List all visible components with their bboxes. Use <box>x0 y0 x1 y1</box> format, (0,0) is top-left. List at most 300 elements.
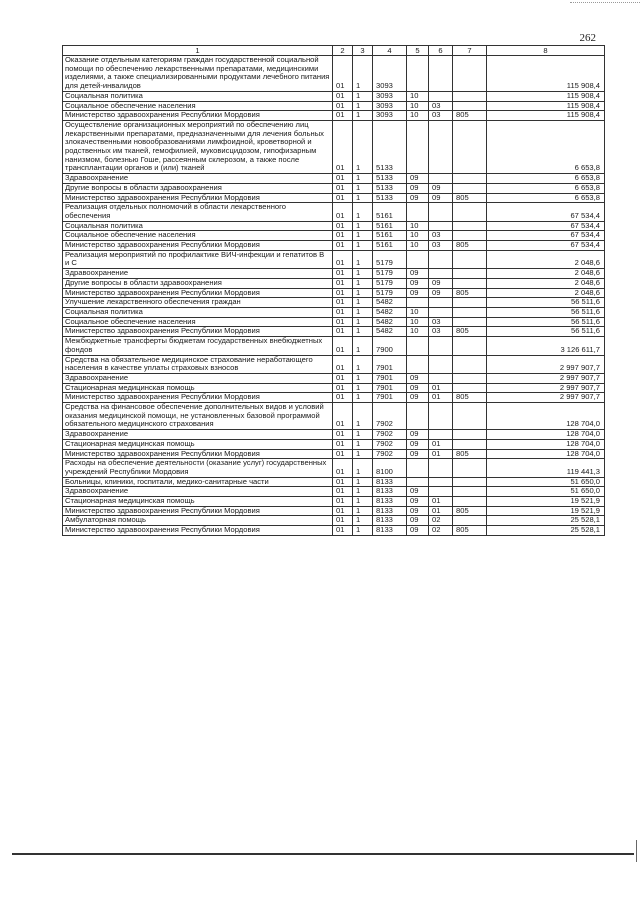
row-code-5: 10 <box>407 317 429 327</box>
row-code-3: 1 <box>353 393 373 403</box>
row-code-4: 8133 <box>373 516 407 526</box>
row-code-6 <box>429 477 453 487</box>
table-row <box>63 393 605 403</box>
row-amount: 2 997 907,7 <box>487 393 605 403</box>
row-code-6: 02 <box>429 516 453 526</box>
row-code-2: 01 <box>333 183 353 193</box>
row-code-4: 3093 <box>373 111 407 121</box>
row-code-6: 03 <box>429 327 453 337</box>
table-row <box>63 288 605 298</box>
row-amount: 51 650,0 <box>487 477 605 487</box>
row-code-5: 09 <box>407 383 429 393</box>
row-amount: 56 511,6 <box>487 307 605 317</box>
row-code-6 <box>429 174 453 184</box>
row-code-4: 7901 <box>373 393 407 403</box>
row-name: Другие вопросы в области здравоохранения <box>63 183 333 193</box>
row-code-7: 805 <box>453 327 487 337</box>
row-code-3: 1 <box>353 231 373 241</box>
row-code-5 <box>407 355 429 373</box>
row-amount: 128 704,0 <box>487 430 605 440</box>
row-code-7: 805 <box>453 241 487 251</box>
row-code-6 <box>429 355 453 373</box>
row-amount: 56 511,6 <box>487 327 605 337</box>
row-code-5: 09 <box>407 288 429 298</box>
header-col-3: 3 <box>353 46 373 56</box>
table-row <box>63 337 605 355</box>
row-code-3: 1 <box>353 449 373 459</box>
row-code-4: 5179 <box>373 269 407 279</box>
table-row <box>63 516 605 526</box>
table-row <box>63 231 605 241</box>
header-col-8: 8 <box>487 46 605 56</box>
table-row <box>63 221 605 231</box>
row-code-3: 1 <box>353 111 373 121</box>
row-amount: 2 997 907,7 <box>487 373 605 383</box>
row-code-2: 01 <box>333 373 353 383</box>
row-code-5: 09 <box>407 487 429 497</box>
row-name: Другие вопросы в области здравоохранения <box>63 278 333 288</box>
row-code-4: 3093 <box>373 91 407 101</box>
row-name: Министерство здравоохранения Республики Мордовия <box>63 241 333 251</box>
row-name: Оказание отдельным категориям граждан государственной социальной помощи по обеспечению лекарственными препаратами, медицинскими изделиями, а также специализированными продуктами лечебного питания для детей-инвалидов <box>63 56 333 92</box>
row-name: Социальное обеспечение населения <box>63 317 333 327</box>
row-code-7 <box>453 477 487 487</box>
row-name: Расходы на обеспечение деятельности (оказание услуг) государственных учреждений Республики Мордовия <box>63 459 333 477</box>
row-code-2: 01 <box>333 174 353 184</box>
row-code-4: 5133 <box>373 183 407 193</box>
row-code-7 <box>453 337 487 355</box>
row-code-7: 805 <box>453 506 487 516</box>
row-code-6 <box>429 91 453 101</box>
row-code-4: 5161 <box>373 203 407 221</box>
row-code-2: 01 <box>333 459 353 477</box>
row-code-3: 1 <box>353 221 373 231</box>
row-code-3: 1 <box>353 250 373 268</box>
row-amount: 56 511,6 <box>487 298 605 308</box>
row-code-7: 805 <box>453 449 487 459</box>
row-code-6: 09 <box>429 288 453 298</box>
row-code-4: 8133 <box>373 526 407 536</box>
row-code-2: 01 <box>333 355 353 373</box>
row-code-4: 5161 <box>373 221 407 231</box>
row-code-2: 01 <box>333 221 353 231</box>
row-code-3: 1 <box>353 298 373 308</box>
table-row <box>63 193 605 203</box>
row-code-3: 1 <box>353 459 373 477</box>
row-amount: 25 528,1 <box>487 516 605 526</box>
table-row <box>63 430 605 440</box>
row-code-5: 10 <box>407 241 429 251</box>
row-code-2: 01 <box>333 497 353 507</box>
row-code-7 <box>453 355 487 373</box>
row-code-3: 1 <box>353 477 373 487</box>
row-code-6 <box>429 430 453 440</box>
row-code-5 <box>407 403 429 430</box>
row-code-4: 8100 <box>373 459 407 477</box>
row-amount: 2 997 907,7 <box>487 355 605 373</box>
row-code-5: 09 <box>407 506 429 516</box>
row-code-3: 1 <box>353 497 373 507</box>
row-name: Министерство здравоохранения Республики Мордовия <box>63 111 333 121</box>
row-code-4: 8133 <box>373 487 407 497</box>
row-code-5 <box>407 477 429 487</box>
row-amount: 67 534,4 <box>487 221 605 231</box>
row-code-4: 7900 <box>373 337 407 355</box>
row-amount: 6 653,8 <box>487 120 605 173</box>
row-code-5: 09 <box>407 516 429 526</box>
table-row <box>63 298 605 308</box>
row-code-7 <box>453 373 487 383</box>
row-code-6 <box>429 250 453 268</box>
row-code-6: 01 <box>429 497 453 507</box>
row-code-2: 01 <box>333 506 353 516</box>
row-code-4: 8133 <box>373 506 407 516</box>
row-code-4: 8133 <box>373 477 407 487</box>
row-code-6: 03 <box>429 317 453 327</box>
row-amount: 128 704,0 <box>487 449 605 459</box>
table-header-row <box>63 46 605 56</box>
row-code-2: 01 <box>333 56 353 92</box>
row-code-5: 09 <box>407 526 429 536</box>
table-row <box>63 506 605 516</box>
row-code-2: 01 <box>333 383 353 393</box>
table-row <box>63 383 605 393</box>
row-code-4: 7901 <box>373 373 407 383</box>
row-code-5: 09 <box>407 439 429 449</box>
row-code-6 <box>429 373 453 383</box>
row-code-6: 01 <box>429 383 453 393</box>
row-code-3: 1 <box>353 203 373 221</box>
row-code-3: 1 <box>353 430 373 440</box>
row-code-4: 5482 <box>373 327 407 337</box>
row-code-7: 805 <box>453 288 487 298</box>
row-code-3: 1 <box>353 193 373 203</box>
row-code-2: 01 <box>333 337 353 355</box>
row-code-6: 09 <box>429 278 453 288</box>
row-code-2: 01 <box>333 393 353 403</box>
row-name: Министерство здравоохранения Республики Мордовия <box>63 288 333 298</box>
table-row <box>63 497 605 507</box>
row-name: Социальная политика <box>63 307 333 317</box>
row-code-4: 5133 <box>373 174 407 184</box>
row-code-2: 01 <box>333 111 353 121</box>
row-code-7 <box>453 516 487 526</box>
row-name: Социальная политика <box>63 221 333 231</box>
row-code-4: 7902 <box>373 403 407 430</box>
row-name: Больницы, клиники, госпитали, медико-санитарные части <box>63 477 333 487</box>
row-code-3: 1 <box>353 337 373 355</box>
row-code-5: 09 <box>407 373 429 383</box>
header-col-4: 4 <box>373 46 407 56</box>
row-code-7 <box>453 317 487 327</box>
row-code-6: 02 <box>429 526 453 536</box>
row-code-2: 01 <box>333 327 353 337</box>
table-row <box>63 250 605 268</box>
row-code-2: 01 <box>333 203 353 221</box>
row-code-3: 1 <box>353 355 373 373</box>
row-code-5: 10 <box>407 307 429 317</box>
row-code-7 <box>453 487 487 497</box>
row-code-4: 5133 <box>373 193 407 203</box>
header-col-7: 7 <box>453 46 487 56</box>
row-code-4: 7901 <box>373 355 407 373</box>
row-name: Здравоохранение <box>63 174 333 184</box>
row-amount: 2 048,6 <box>487 250 605 268</box>
row-name: Улучшение лекарственного обеспечения граждан <box>63 298 333 308</box>
row-name: Реализация отдельных полномочий в области лекарственного обеспечения <box>63 203 333 221</box>
row-amount: 19 521,9 <box>487 497 605 507</box>
row-code-2: 01 <box>333 317 353 327</box>
row-name: Социальная политика <box>63 91 333 101</box>
row-code-5: 09 <box>407 193 429 203</box>
row-code-4: 8133 <box>373 497 407 507</box>
row-code-6: 03 <box>429 241 453 251</box>
table-row <box>63 269 605 279</box>
row-code-5 <box>407 337 429 355</box>
scan-top-rule <box>570 2 640 3</box>
row-code-7 <box>453 383 487 393</box>
row-code-5 <box>407 56 429 92</box>
row-code-5: 10 <box>407 231 429 241</box>
table-row <box>63 241 605 251</box>
row-code-7: 805 <box>453 193 487 203</box>
header-col-1: 1 <box>63 46 333 56</box>
header-col-5: 5 <box>407 46 429 56</box>
table-row <box>63 307 605 317</box>
row-name: Реализация мероприятий по профилактике ВИЧ-инфекции и гепатитов В и С <box>63 250 333 268</box>
row-amount: 51 650,0 <box>487 487 605 497</box>
row-name: Средства на обязательное медицинское страхование неработающего населения в качестве уплаты страховых взносов <box>63 355 333 373</box>
row-code-2: 01 <box>333 241 353 251</box>
row-code-4: 3093 <box>373 56 407 92</box>
row-name: Социальное обеспечение населения <box>63 231 333 241</box>
row-code-3: 1 <box>353 56 373 92</box>
table-row <box>63 477 605 487</box>
row-code-4: 3093 <box>373 101 407 111</box>
row-code-5 <box>407 298 429 308</box>
row-amount: 56 511,6 <box>487 317 605 327</box>
row-code-6 <box>429 403 453 430</box>
row-code-4: 5482 <box>373 298 407 308</box>
row-code-7 <box>453 174 487 184</box>
row-name: Министерство здравоохранения Республики Мордовия <box>63 526 333 536</box>
row-code-5: 10 <box>407 327 429 337</box>
row-code-2: 01 <box>333 231 353 241</box>
table-row <box>63 183 605 193</box>
row-name: Здравоохранение <box>63 430 333 440</box>
row-code-6: 01 <box>429 506 453 516</box>
row-code-2: 01 <box>333 193 353 203</box>
row-code-7 <box>453 403 487 430</box>
row-code-2: 01 <box>333 120 353 173</box>
table-row <box>63 403 605 430</box>
row-code-6: 03 <box>429 231 453 241</box>
row-name: Стационарная медицинская помощь <box>63 383 333 393</box>
row-code-3: 1 <box>353 327 373 337</box>
table-row <box>63 449 605 459</box>
row-code-2: 01 <box>333 403 353 430</box>
row-code-5 <box>407 203 429 221</box>
row-code-2: 01 <box>333 298 353 308</box>
table-row <box>63 439 605 449</box>
row-code-2: 01 <box>333 91 353 101</box>
row-amount: 2 048,6 <box>487 269 605 279</box>
row-name: Здравоохранение <box>63 487 333 497</box>
row-code-7 <box>453 231 487 241</box>
row-amount: 67 534,4 <box>487 231 605 241</box>
row-code-3: 1 <box>353 120 373 173</box>
row-code-7: 805 <box>453 393 487 403</box>
row-amount: 6 653,8 <box>487 174 605 184</box>
row-name: Стационарная медицинская помощь <box>63 439 333 449</box>
row-amount: 119 441,3 <box>487 459 605 477</box>
row-code-4: 7902 <box>373 439 407 449</box>
row-code-3: 1 <box>353 317 373 327</box>
table-row <box>63 120 605 173</box>
row-code-6 <box>429 120 453 173</box>
row-code-5: 10 <box>407 111 429 121</box>
row-code-5: 09 <box>407 278 429 288</box>
table-row <box>63 373 605 383</box>
row-amount: 67 534,4 <box>487 203 605 221</box>
row-code-4: 5161 <box>373 241 407 251</box>
row-code-3: 1 <box>353 373 373 383</box>
row-code-7: 805 <box>453 526 487 536</box>
table-row <box>63 101 605 111</box>
row-amount: 67 534,4 <box>487 241 605 251</box>
table-row <box>63 487 605 497</box>
row-code-6: 01 <box>429 439 453 449</box>
row-code-4: 7902 <box>373 430 407 440</box>
table-row <box>63 317 605 327</box>
row-code-3: 1 <box>353 288 373 298</box>
row-amount: 2 048,6 <box>487 278 605 288</box>
row-code-4: 7902 <box>373 449 407 459</box>
row-name: Министерство здравоохранения Республики Мордовия <box>63 506 333 516</box>
row-code-4: 5133 <box>373 120 407 173</box>
row-name: Амбулаторная помощь <box>63 516 333 526</box>
header-col-2: 2 <box>333 46 353 56</box>
row-name: Здравоохранение <box>63 373 333 383</box>
row-code-6: 09 <box>429 193 453 203</box>
row-code-3: 1 <box>353 269 373 279</box>
row-code-6 <box>429 56 453 92</box>
row-code-5: 09 <box>407 269 429 279</box>
row-name: Здравоохранение <box>63 269 333 279</box>
row-code-3: 1 <box>353 174 373 184</box>
row-amount: 115 908,4 <box>487 91 605 101</box>
row-code-5 <box>407 250 429 268</box>
page-number: 262 <box>579 32 596 44</box>
row-code-6 <box>429 337 453 355</box>
scan-bottom-rule <box>12 853 634 855</box>
row-code-2: 01 <box>333 477 353 487</box>
row-amount: 6 653,8 <box>487 183 605 193</box>
row-name: Межбюджетные трансферты бюджетам государственных внебюджетных фондов <box>63 337 333 355</box>
row-code-2: 01 <box>333 526 353 536</box>
row-name: Министерство здравоохранения Республики Мордовия <box>63 327 333 337</box>
row-code-5: 09 <box>407 449 429 459</box>
row-code-7 <box>453 439 487 449</box>
row-code-2: 01 <box>333 449 353 459</box>
scan-edge-mark <box>636 840 637 862</box>
row-code-7 <box>453 250 487 268</box>
row-code-7 <box>453 120 487 173</box>
row-code-4: 7901 <box>373 383 407 393</box>
row-code-7 <box>453 269 487 279</box>
row-code-7 <box>453 430 487 440</box>
row-amount: 2 048,6 <box>487 288 605 298</box>
row-code-5: 09 <box>407 183 429 193</box>
row-code-2: 01 <box>333 101 353 111</box>
row-code-6: 03 <box>429 111 453 121</box>
row-code-4: 5179 <box>373 278 407 288</box>
row-code-3: 1 <box>353 487 373 497</box>
row-code-7 <box>453 221 487 231</box>
row-amount: 2 997 907,7 <box>487 383 605 393</box>
row-code-5 <box>407 120 429 173</box>
row-code-7: 805 <box>453 111 487 121</box>
table-row <box>63 459 605 477</box>
row-code-5: 09 <box>407 430 429 440</box>
row-code-5: 09 <box>407 497 429 507</box>
row-code-4: 5482 <box>373 317 407 327</box>
row-code-2: 01 <box>333 516 353 526</box>
table-row <box>63 203 605 221</box>
table-body <box>63 56 605 536</box>
row-code-7 <box>453 307 487 317</box>
row-code-3: 1 <box>353 241 373 251</box>
row-code-6: 01 <box>429 449 453 459</box>
row-code-4: 5482 <box>373 307 407 317</box>
row-code-3: 1 <box>353 383 373 393</box>
row-amount: 19 521,9 <box>487 506 605 516</box>
table-row <box>63 278 605 288</box>
row-code-6: 03 <box>429 101 453 111</box>
row-code-3: 1 <box>353 506 373 516</box>
budget-table <box>62 45 605 536</box>
row-code-4: 5161 <box>373 231 407 241</box>
row-code-3: 1 <box>353 516 373 526</box>
table-row <box>63 355 605 373</box>
row-amount: 6 653,8 <box>487 193 605 203</box>
row-amount: 25 528,1 <box>487 526 605 536</box>
row-code-7 <box>453 278 487 288</box>
row-code-2: 01 <box>333 278 353 288</box>
row-code-7 <box>453 497 487 507</box>
row-name: Социальное обеспечение населения <box>63 101 333 111</box>
row-name: Министерство здравоохранения Республики Мордовия <box>63 193 333 203</box>
row-code-2: 01 <box>333 269 353 279</box>
row-code-7 <box>453 203 487 221</box>
row-code-6 <box>429 459 453 477</box>
table-row <box>63 174 605 184</box>
row-amount: 128 704,0 <box>487 439 605 449</box>
row-code-3: 1 <box>353 439 373 449</box>
row-code-5: 10 <box>407 91 429 101</box>
table-row <box>63 111 605 121</box>
row-code-4: 5179 <box>373 288 407 298</box>
row-code-6 <box>429 487 453 497</box>
row-code-3: 1 <box>353 526 373 536</box>
row-name: Министерство здравоохранения Республики Мордовия <box>63 393 333 403</box>
header-col-6: 6 <box>429 46 453 56</box>
row-name: Стационарная медицинская помощь <box>63 497 333 507</box>
row-code-6 <box>429 307 453 317</box>
table-row <box>63 526 605 536</box>
row-code-3: 1 <box>353 101 373 111</box>
row-code-6: 09 <box>429 183 453 193</box>
